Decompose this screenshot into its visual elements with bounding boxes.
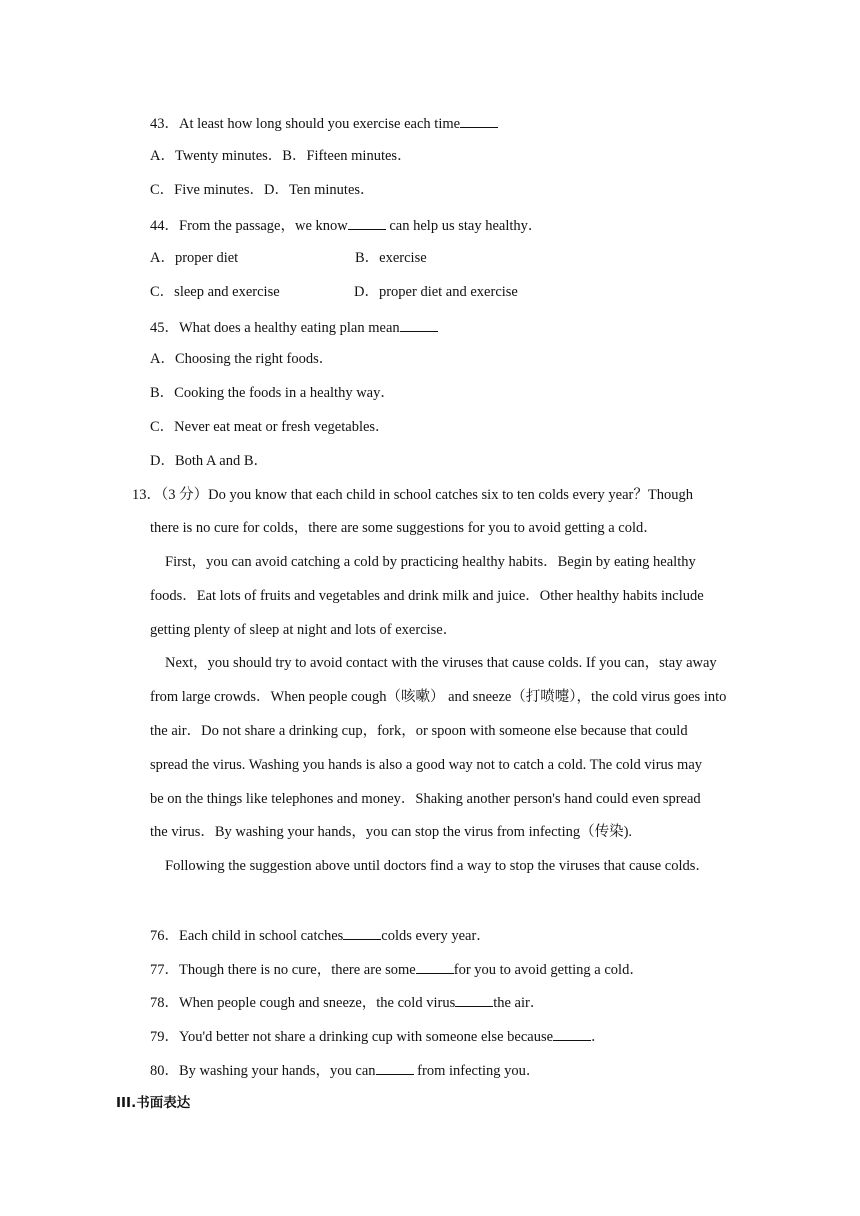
q77: 77．Though there is no cure，there are some for you to avoid getting a cold． (150, 958, 644, 980)
passage-line: getting plenty of sleep at night and lots of exercise． (150, 622, 458, 638)
q44-option-d: D．proper diet and exercise (354, 284, 518, 300)
q43-stem: 43．At least how long should you exercise each time (150, 112, 498, 134)
section-heading: III.书面表达 (116, 1095, 191, 1111)
q45-option-a: A．Choosing the right foods． (150, 351, 334, 367)
answer-blank (348, 214, 386, 230)
answer-blank (455, 991, 493, 1007)
q79: 79．You'd better not share a drinking cup with someone else because ． (150, 1025, 606, 1047)
q76: 76．Each child in school catches colds every year． (150, 924, 491, 946)
passage-line: there is no cure for colds，there are some suggestions for you to avoid getting a cold． (150, 520, 658, 536)
q43-options-cd: C．Five minutes．D．Ten minutes． (150, 182, 375, 198)
q78: 78．When people cough and sneeze，the cold virus the air． (150, 991, 544, 1013)
passage-line: 13．（3 分）Do you know that each child in school catches six to ten colds every year？Though (132, 487, 693, 503)
q45-stem: 45．What does a healthy eating plan mean (150, 316, 438, 338)
passage-line: spread the virus. Washing you hands is also a good way not to catch a cold. The cold virus may (150, 757, 703, 773)
passage-line: be on the things like telephones and money．Shaking another person's hand could even spread (150, 791, 701, 807)
passage-line: the virus．By washing your hands，you can stop the virus from infecting（传染). (150, 824, 633, 840)
q44-option-b: B．exercise (355, 250, 427, 266)
passage-line: foods．Eat lots of fruits and vegetables and drink milk and juice．Other healthy habits include (150, 588, 704, 604)
passage-line: First，you can avoid catching a cold by practicing healthy habits．Begin by eating healthy (165, 554, 696, 570)
answer-blank (416, 958, 454, 974)
q45-option-d: D．Both A and B． (150, 453, 269, 469)
answer-blank (400, 316, 438, 332)
answer-blank (343, 924, 381, 940)
q45-option-c: C．Never eat meat or fresh vegetables． (150, 419, 390, 435)
answer-blank (376, 1059, 414, 1075)
q43-options-ab: A．Twenty minutes．B．Fifteen minutes． (150, 148, 412, 164)
q80: 80．By washing your hands，you can from infecting you． (150, 1059, 540, 1081)
passage-line: Next，you should try to avoid contact with the viruses that cause colds. If you can，stay away (165, 655, 717, 671)
q44-stem: 44．From the passage，we know can help us stay healthy． (150, 214, 542, 236)
passage-line: the air．Do not share a drinking cup，fork，or spoon with someone else because that could (150, 723, 688, 739)
passage-line: Following the suggestion above until doctors find a way to stop the viruses that cause colds． (165, 858, 710, 874)
q44-option-a: A．proper diet (150, 250, 239, 266)
answer-blank (460, 112, 498, 128)
passage-line: from large crowds．When people cough（咳嗽） and sneeze（打喷嚏），the cold virus goes into (150, 689, 727, 705)
answer-blank (553, 1025, 591, 1041)
q45-option-b: B．Cooking the foods in a healthy way． (150, 385, 395, 401)
q44-option-c: C．sleep and exercise (150, 284, 280, 300)
